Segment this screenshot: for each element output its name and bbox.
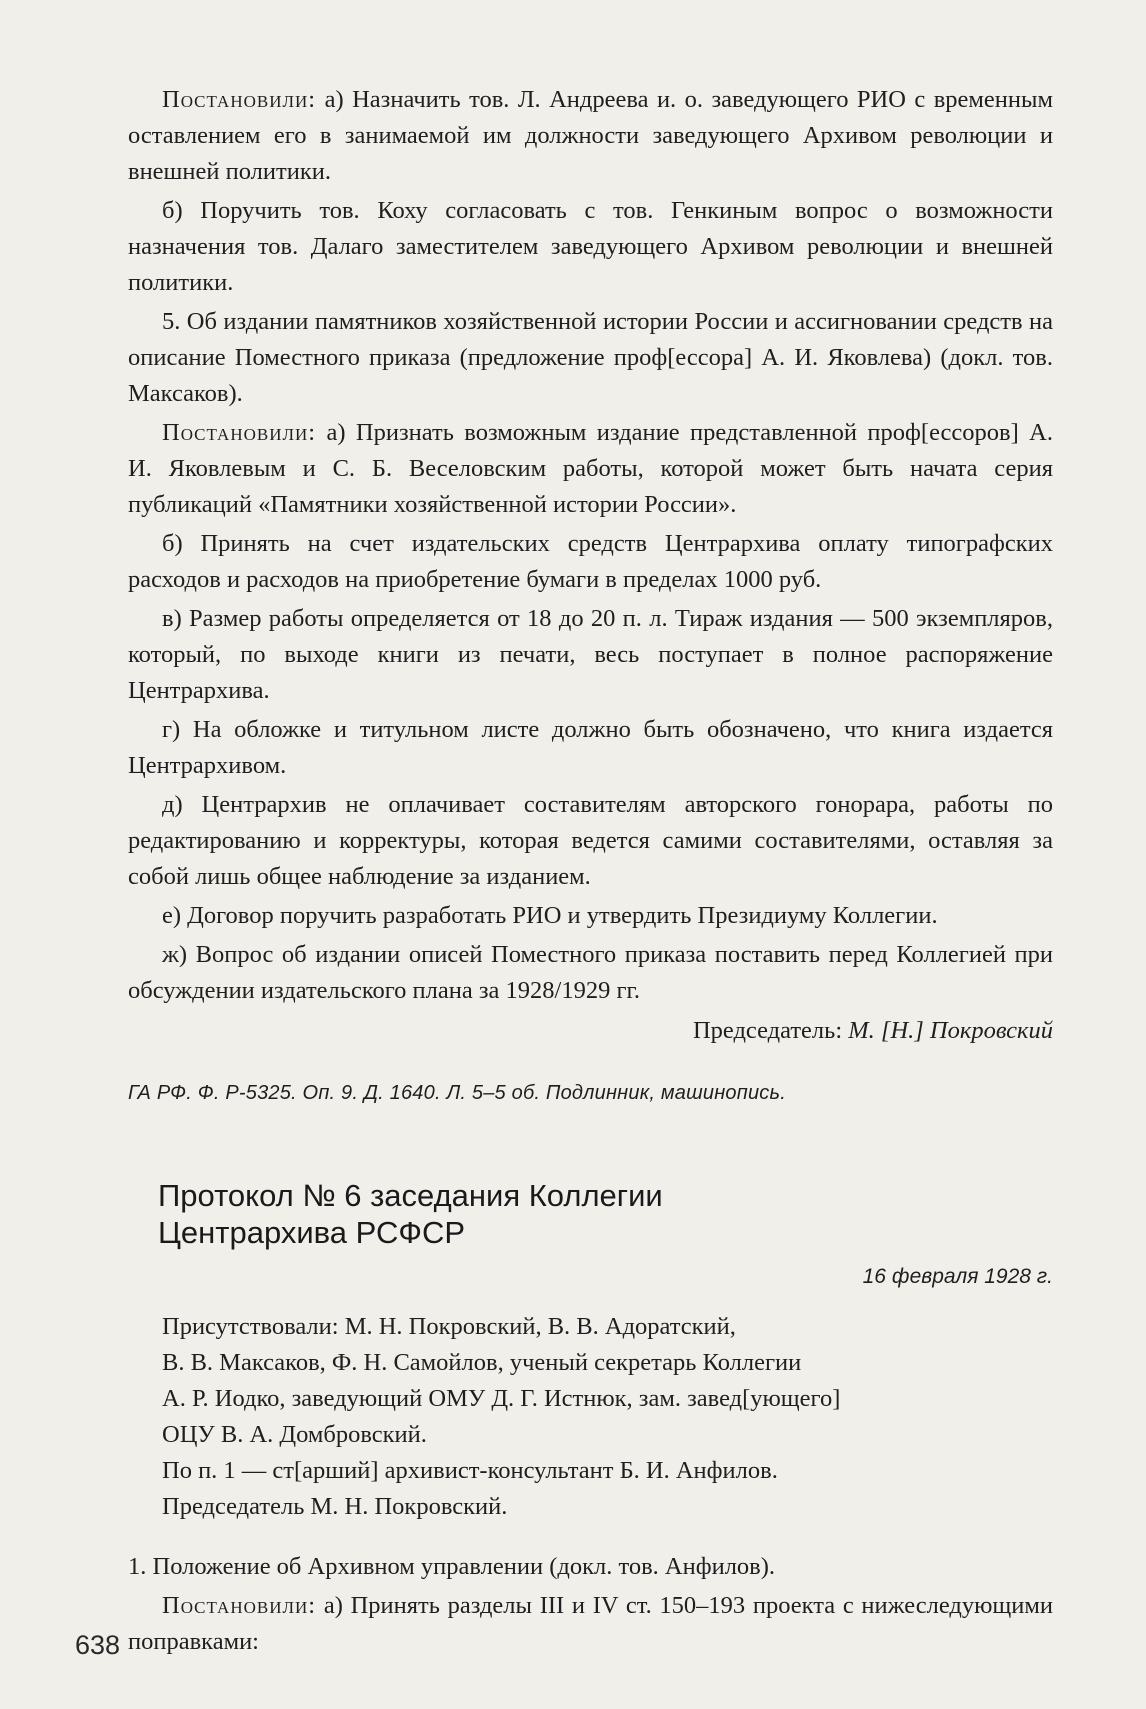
paragraph-lead: Постановили:	[162, 419, 317, 446]
attendance-line: По п. 1 — ст[арший] архивист-консультант Б. И. Анфилов.	[162, 1457, 778, 1484]
main-text-column	[128, 82, 1053, 1660]
paragraph-text: а) Принять разделы III и IV ст. 150–193 проекта с нижеследующими поправками:	[128, 1592, 1053, 1655]
paragraph-4	[128, 526, 1053, 598]
archive-source: ГА РФ. Ф. Р-5325. Оп. 9. Д. 1640. Л. 5–5 об. Подлинник, машинопись.	[128, 1082, 786, 1104]
paragraph-text: е) Договор поручить разработать РИО и утвердить Президиуму Коллегии.	[162, 902, 938, 929]
paragraph-text: а) Назначить тов. Л. Андреева и. о. заведующего РИО с временным оставлением его в занимаемой им должности заведующего Архивом революции и внешней политики.	[128, 86, 1053, 185]
paragraph-1	[128, 193, 1053, 301]
attendance-line: В. В. Максаков, Ф. Н. Самойлов, ученый секретарь Коллегии	[162, 1349, 802, 1376]
signature-label: Председатель:	[692, 1017, 849, 1044]
paragraph-7	[128, 787, 1053, 895]
attendance-list	[162, 1309, 1053, 1525]
protocol-title	[158, 1177, 1053, 1251]
paragraph-3	[128, 415, 1053, 523]
protocol-title-line: Центрархива РСФСР	[158, 1215, 466, 1250]
agenda-item: 1. Положение об Архивном управлении (докл. тов. Анфилов).	[128, 1553, 776, 1580]
attendance-line: А. Р. Иодко, заведующий ОМУ Д. Г. Истнюк, зам. завед[ующего]	[162, 1385, 841, 1412]
resolution-paragraph	[128, 1588, 1053, 1660]
paragraph-text: д) Центрархив не оплачивает составителям авторского гонорара, работы по редактированию и корректуры, которая ведется самими составителями, оставляя за собой лишь общее наблюдение за изданием.	[128, 791, 1053, 890]
paragraph-text: б) Принять на счет издательских средств Центрархива оплату типографских расходов и расходов на приобретение бумаги в пределах 1000 руб.	[128, 530, 1053, 593]
attendance-line: Присутствовали: М. Н. Покровский, В. В. Адоратский,	[162, 1313, 736, 1340]
paragraph-text: в) Размер работы определяется от 18 до 20 п. л. Тираж издания — 500 экземпляров, который, по выходе книги из печати, весь поступает в полное распоряжение Центрархива.	[128, 605, 1053, 704]
paragraph-lead: Постановили:	[162, 86, 317, 113]
protocol-title-line: Протокол № 6 заседания Коллегии	[158, 1178, 663, 1213]
attendance-line: ОЦУ В. А. Домбровский.	[162, 1421, 427, 1448]
page-number: 638	[75, 1630, 121, 1660]
paragraph-lead: Постановили:	[162, 1592, 317, 1619]
signature	[128, 1013, 1053, 1049]
paragraph-text: б) Поручить тов. Коху согласовать с тов. Генкиным вопрос о возможности назначения тов. Далаго заместителем заведующего Архивом революции и внешней политики.	[128, 197, 1053, 296]
paragraph-6	[128, 712, 1053, 784]
paragraph-text: г) На обложке и титульном листе должно быть обозначено, что книга издается Центрархивом.	[128, 716, 1053, 779]
attendance-line: Председатель М. Н. Покровский.	[162, 1493, 508, 1520]
protocol-date: 16 февраля 1928 г.	[862, 1265, 1053, 1288]
paragraph-text: 5. Об издании памятников хозяйственной истории России и ассигновании средств на описание Поместного приказа (предложение проф[ессора] А. И. Яковлева) (докл. тов. Максаков).	[128, 308, 1053, 407]
signature-name: М. [Н.] Покровский	[848, 1017, 1053, 1044]
paragraph-8	[128, 898, 1053, 934]
paragraph-text: а) Признать возможным издание представленной проф[ессоров] А. И. Яковлевым и С. Б. Веселовским работы, которой может быть начата серия публикаций «Памятники хозяйственной истории России».	[128, 419, 1053, 518]
paragraph-9	[128, 937, 1053, 1009]
paragraph-5	[128, 601, 1053, 709]
paragraph-2	[128, 304, 1053, 412]
paragraph-text: ж) Вопрос об издании описей Поместного приказа поставить перед Коллегией при обсуждении издательского плана за 1928/1929 гг.	[128, 941, 1053, 1004]
paragraph-0	[128, 82, 1053, 190]
